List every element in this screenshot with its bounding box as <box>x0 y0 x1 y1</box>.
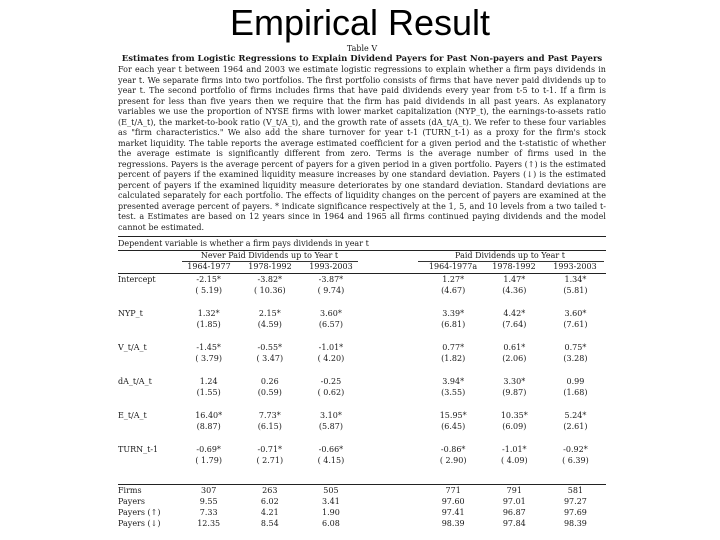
column-gap <box>361 376 422 387</box>
t-stat-row <box>118 285 606 296</box>
summary-value-cell: 263 <box>262 486 278 495</box>
column-gap <box>361 410 422 421</box>
summary-value-cell: 4.21 <box>260 508 279 517</box>
coefficient-cell: -0.92* <box>563 445 588 454</box>
column-gap <box>361 444 422 455</box>
coefficient-row <box>118 274 606 285</box>
empty-label <box>118 421 178 432</box>
period-header: 1993-2003 <box>553 262 597 271</box>
column-gap <box>361 387 422 398</box>
group-never-paid: Never Paid Dividends up to Year t <box>200 251 339 260</box>
t-stat-cell: ( 1.79) <box>195 456 222 465</box>
summary-value-cell: 97.84 <box>502 519 526 528</box>
variable-label: E_t/A_t <box>118 411 147 420</box>
coefficient-cell: 0.75* <box>564 343 587 352</box>
coefficient-cell: -0.71* <box>257 445 283 454</box>
coefficient-cell: 1.32* <box>197 309 220 318</box>
coefficient-row <box>118 444 606 455</box>
summary-value-cell: 505 <box>323 486 339 495</box>
column-gap <box>361 496 422 507</box>
empty-label <box>118 387 178 398</box>
spacer <box>118 398 178 410</box>
summary-row <box>118 518 606 529</box>
column-gap <box>361 342 422 353</box>
t-stat-cell: ( 9.74) <box>317 286 345 295</box>
summary-value-cell: 7.33 <box>199 508 218 517</box>
column-gap <box>361 319 422 330</box>
t-stat-cell: (5.87) <box>318 422 343 431</box>
coefficient-cell: 1.24 <box>199 377 218 386</box>
empty-label <box>118 455 178 466</box>
coefficient-row <box>118 308 606 319</box>
column-gap <box>361 518 422 529</box>
variable-label: NYP_t <box>118 309 143 318</box>
t-stat-cell: (7.61) <box>563 320 588 329</box>
period-header: 1993-2003 <box>309 262 353 271</box>
t-stat-row <box>118 387 606 398</box>
summary-value-cell: 9.55 <box>199 497 218 506</box>
coefficient-cell: -1.01* <box>318 343 344 352</box>
slide-title: Empirical Result <box>229 2 491 43</box>
spacer-row <box>118 330 606 342</box>
table-number: Table V <box>346 44 378 53</box>
coefficient-cell: 1.47* <box>503 275 526 284</box>
column-gap <box>361 507 422 518</box>
t-stat-cell: (3.28) <box>563 354 588 363</box>
coefficient-cell: -0.86* <box>440 445 466 454</box>
t-stat-cell: (5.81) <box>563 286 588 295</box>
t-stat-cell: (1.55) <box>196 388 221 397</box>
spacer <box>118 296 178 308</box>
t-stat-row <box>118 319 606 330</box>
summary-value-cell: 771 <box>445 486 461 495</box>
spacer <box>118 364 178 376</box>
variable-label: Intercept <box>118 275 156 284</box>
t-stat-cell: (2.61) <box>563 422 588 431</box>
t-stat-cell: ( 3.47) <box>256 354 284 363</box>
spacer-row <box>118 364 606 376</box>
t-stat-cell: (1.82) <box>441 354 466 363</box>
coefficient-row <box>118 376 606 387</box>
column-gap <box>361 353 422 364</box>
summary-row <box>118 507 606 518</box>
t-stat-cell: (1.85) <box>196 320 221 329</box>
t-stat-row <box>118 455 606 466</box>
coefficient-cell: 15.95* <box>439 411 467 420</box>
spacer-row <box>118 466 606 478</box>
t-stat-cell: (3.55) <box>441 388 466 397</box>
spacer <box>118 432 178 444</box>
t-stat-cell: ( 4.09) <box>500 456 528 465</box>
coefficient-cell: 3.94* <box>442 377 465 386</box>
summary-label: Payers <box>118 497 145 506</box>
summary-value-cell: 581 <box>567 486 584 495</box>
t-stat-cell: ( 0.62) <box>317 388 345 397</box>
t-stat-cell: (4.36) <box>502 286 527 295</box>
period-header-row <box>118 262 606 273</box>
coefficient-row <box>118 410 606 421</box>
summary-value-cell: 97.69 <box>563 508 587 517</box>
t-stat-cell: (9.87) <box>502 388 527 397</box>
group-header-row <box>118 251 606 262</box>
spacer <box>118 466 178 478</box>
coefficient-cell: 3.60* <box>564 309 587 318</box>
coefficient-cell: 16.40* <box>195 411 223 420</box>
summary-value-cell: 97.01 <box>502 497 526 506</box>
summary-value-cell: 1.90 <box>322 508 340 517</box>
t-stat-cell: ( 2.71) <box>256 456 284 465</box>
coefficient-cell: 0.26 <box>260 377 279 386</box>
coefficient-cell: 3.30* <box>503 377 526 386</box>
period-header: 1964-1977a <box>428 262 478 271</box>
summary-value-cell: 12.35 <box>197 519 221 528</box>
coefficient-cell: 1.34* <box>564 275 587 284</box>
t-stat-cell: ( 3.79) <box>195 354 222 363</box>
summary-label: Payers (↑) <box>118 508 161 517</box>
table-note: For each year t between 1964 and 2003 we estimate logistic regressions to explain whether a firm pays dividends in year t. We separate firms into two portfolios. The first portfolio consists of firms that have never paid dividends up to year t. The second portfolio of firms includes firms that have paid dividends every year from t-5 to t-1. If a firm is present for less than five years then we require that the firm has paid dividends in all past years. As explanatory variables we use the proportion of NYSE firms with lower market capitalization (NYP_t), the earnings-to-assets ratio (E_t/A_t), the market-to-book ratio (V_t/A_t), and the growth rate of assets (dA_t/A_t). We refer to these four variables as "firm characteristics." We also add the share turnover for year t-1 (TURN_t-1) as a proxy for the firm's stock market liquidity. The table reports the average estimated coefficient for a given period and the t-statistic of whether the average estimate is significantly different from zero. Terms is the average number of firms used in the regressions. Payers is the average percent of payers for a given period in a given portfolio. Payers (↑) is the estimated percent of payers if the examined liquidity measure increases by one standard deviation. Payers (↓) is the estimated percent of payers if the examined liquidity measure deteriorates by one standard deviation. Standard deviations are calculated separately for each portfolio. The effects of liquidity changes on the percent of payers are examined at the presented average percent of payers. * indicate significance respectively at the 1, 5, and 10 levels from a two tailed t-test. a Estimates are based on 12 years since in 1964 and 1965 all firms continued paying dividends and the model cannot be estimated. <box>118 65 606 232</box>
table-title: Estimates from Logistic Regressions to Explain Dividend Payers for Past Non-payers and Past Payers <box>121 54 603 64</box>
t-stat-cell: (6.09) <box>502 422 527 431</box>
period-header: 1978-1992 <box>492 262 536 271</box>
summary-value-cell: 791 <box>506 486 522 495</box>
t-stat-cell: ( 10.36) <box>253 286 286 295</box>
summary-value-cell: 97.41 <box>441 508 465 517</box>
period-header: 1978-1992 <box>248 262 292 271</box>
summary-label: Firms <box>118 486 142 495</box>
coefficient-cell: 0.77* <box>442 343 465 352</box>
t-stat-cell: (2.06) <box>502 354 527 363</box>
summary-value-cell: 6.02 <box>260 497 279 506</box>
coefficient-cell: 0.99 <box>566 377 585 386</box>
summary-row <box>118 485 606 497</box>
t-stat-cell: (7.64) <box>502 320 527 329</box>
variable-label: V_t/A_t <box>118 343 147 352</box>
variable-label: dA_t/A_t <box>118 377 152 386</box>
coefficient-cell: 3.60* <box>320 309 342 318</box>
column-gap <box>361 274 422 285</box>
spacer-row <box>118 432 606 444</box>
coefficient-cell: -3.82* <box>257 275 283 284</box>
group-paid: Paid Dividends up to Year t <box>455 251 565 260</box>
column-gap <box>361 485 422 497</box>
t-stat-cell: (8.87) <box>196 422 221 431</box>
summary-value-cell: 97.60 <box>441 497 465 506</box>
t-stat-cell: (6.81) <box>441 320 466 329</box>
spacer <box>118 330 178 342</box>
summary-row <box>118 496 606 507</box>
summary-value-cell: 98.39 <box>563 519 587 528</box>
coefficient-cell: -3.87* <box>318 275 344 284</box>
t-stat-row <box>118 421 606 432</box>
summary-value-cell: 8.54 <box>260 519 279 528</box>
spacer-row <box>118 296 606 308</box>
t-stat-row <box>118 353 606 364</box>
coefficient-cell: 0.61* <box>503 343 526 352</box>
summary-value-cell: 98.39 <box>441 519 465 528</box>
t-stat-cell: ( 6.39) <box>562 456 589 465</box>
coefficient-cell: -2.15* <box>196 275 221 284</box>
coefficient-cell: -1.01* <box>502 445 527 454</box>
column-gap <box>361 455 422 466</box>
paper-table-image <box>118 44 606 540</box>
t-stat-cell: ( 2.90) <box>439 456 467 465</box>
coefficient-cell: -0.66* <box>318 445 344 454</box>
empty-label <box>118 285 178 296</box>
period-header: 1964-1977 <box>187 262 231 271</box>
summary-value-cell: 96.87 <box>502 508 526 517</box>
coefficient-cell: 5.24* <box>564 411 587 420</box>
summary-label: Payers (↓) <box>118 519 161 528</box>
coefficient-cell: 2.15* <box>258 309 281 318</box>
t-stat-cell: (4.59) <box>257 320 282 329</box>
coefficient-cell: -1.45* <box>196 343 221 352</box>
coefficient-cell: -0.69* <box>196 445 221 454</box>
t-stat-cell: (0.59) <box>257 388 282 397</box>
variable-label: TURN_t-1 <box>118 445 159 454</box>
coefficient-cell: 4.42* <box>503 309 526 318</box>
coefficient-cell: 1.27* <box>442 275 465 284</box>
coefficient-cell: -0.55* <box>257 343 283 352</box>
column-gap <box>361 421 422 432</box>
summary-value-cell: 3.41 <box>322 497 340 506</box>
t-stat-cell: (6.15) <box>257 422 282 431</box>
t-stat-cell: ( 4.20) <box>317 354 345 363</box>
coefficient-cell: -0.25 <box>320 377 342 386</box>
empty-label <box>118 353 178 364</box>
t-stat-cell: (1.68) <box>563 388 588 397</box>
t-stat-cell: ( 5.19) <box>195 286 222 295</box>
coefficient-cell: 3.10* <box>320 411 342 420</box>
regression-table <box>118 274 606 529</box>
coefficient-cell: 10.35* <box>500 411 528 420</box>
spacer-row <box>118 398 606 410</box>
coefficient-cell: 3.39* <box>442 309 465 318</box>
summary-value-cell: 6.08 <box>322 519 340 528</box>
summary-value-cell: 307 <box>201 486 217 495</box>
empty-label <box>118 319 178 330</box>
t-stat-cell: ( 4.15) <box>317 456 345 465</box>
summary-value-cell: 97.27 <box>563 497 587 506</box>
column-gap <box>361 308 422 319</box>
coefficient-row <box>118 342 606 353</box>
t-stat-cell: (6.57) <box>318 320 343 329</box>
t-stat-cell: (6.45) <box>441 422 466 431</box>
column-gap <box>361 285 422 296</box>
t-stat-cell: (4.67) <box>441 286 466 295</box>
coefficient-cell: 7.73* <box>258 411 281 420</box>
dependent-variable-line: Dependent variable is whether a firm pays dividends in year t <box>118 239 369 248</box>
